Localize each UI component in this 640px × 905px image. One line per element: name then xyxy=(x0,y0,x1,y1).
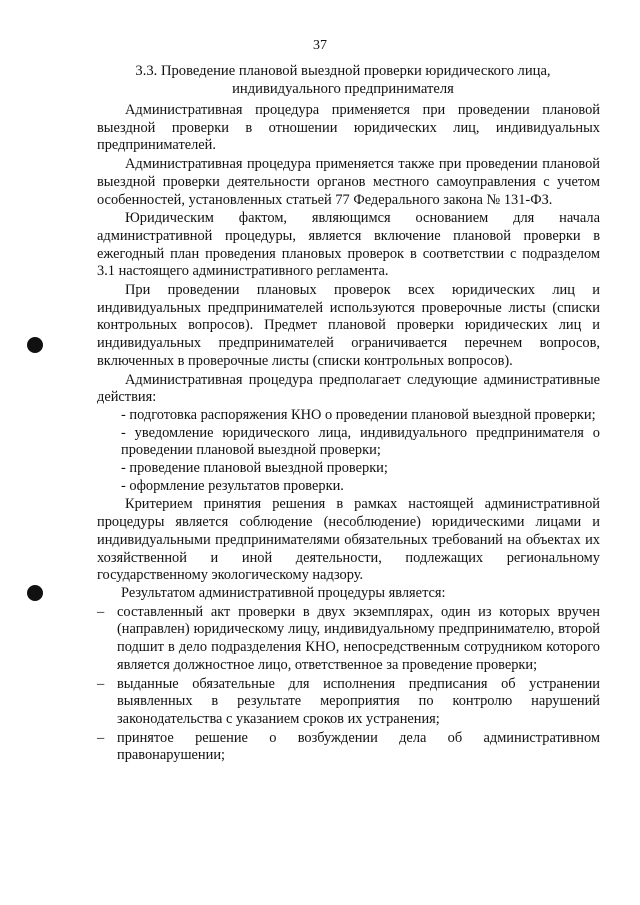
result-item-text: принятое решение о возбуждении дела об административном правонарушении; xyxy=(117,729,600,764)
page-number: 37 xyxy=(313,38,327,53)
results-list xyxy=(97,604,600,765)
result-item-marker: – xyxy=(97,729,105,746)
paragraph-actions-intro: Административная процедура предполагает следующие административные действия: xyxy=(97,371,600,406)
action-item: - проведение плановой выездной проверки; xyxy=(121,460,388,477)
result-item-text: выданные обязательные для исполнения предписания об устранении выявленных в результате мероприятия по контролю нарушений законодательства с указанием сроков их устранения; xyxy=(117,675,600,727)
result-item-marker: – xyxy=(97,675,105,692)
paragraph-legal-fact: Юридическим фактом, являющимся основанием для начала административной процедуры, является включение плановой проверки в ежегодный план проведения плановых проверок в соответствии с подразделом 3.1 настоящего административного регламента. xyxy=(97,210,600,280)
binder-hole-bottom xyxy=(27,585,43,601)
result-item-text: составленный акт проверки в двух экземплярах, один из которых вручен (направлен) юридическому лицу, индивидуальному предпринимателю, второй подшит в дело подразделения КНО, непосредственным сотрудником которого является должностное лицо, ответственное за проведение проверки; xyxy=(117,603,600,673)
result-item xyxy=(97,730,600,765)
result-item xyxy=(97,676,600,729)
binder-hole-top xyxy=(27,337,43,353)
paragraph-decision-criterion: Критерием принятия решения в рамках настоящей административной процедуры является соблюдение (несоблюдение) юридическими лицами и индивидуальными предпринимателями обязательных требований на объектах их хозяйственной и иной деятельности, подлежащих региональному государственному экологическому надзору. xyxy=(97,496,600,584)
action-item: - оформление результатов проверки. xyxy=(121,477,344,494)
actions-list xyxy=(97,407,600,496)
action-item: - уведомление юридического лица, индивидуального предпринимателя о проведении плановой выездной проверки; xyxy=(121,424,600,459)
section-heading-line-1: 3.3. Проведение плановой выездной проверки юридического лица, xyxy=(135,63,551,79)
section-heading xyxy=(118,62,568,98)
document-body xyxy=(97,102,600,765)
paragraph-checklists: При проведении плановых проверок всех юридических лиц и индивидуальных предпринимателей используются проверочные листы (списки контрольных вопросов). Предмет плановой проверки юридических лиц и индивидуальных предпринимателей ограничивается перечнем вопросов, включенных в проверочные листы (списки контрольных вопросов). xyxy=(97,282,600,369)
paragraph-scope: Административная процедура применяется при проведении плановой выездной проверки в отношении юридических лиц, индивидуальных предпринимателей. xyxy=(97,102,600,154)
section-heading-line-2: индивидуального предпринимателя xyxy=(232,81,454,97)
action-item: - подготовка распоряжения КНО о проведении плановой выездной проверки; xyxy=(121,406,596,423)
paragraph-local-government: Административная процедура применяется также при проведении плановой выездной проверки деятельности органов местного самоуправления с учетом особенностей, установленных статьей 77 Федерального закона № 131-ФЗ. xyxy=(97,156,600,208)
paragraph-result-intro: Результатом административной процедуры является: xyxy=(121,584,446,601)
result-item-marker: – xyxy=(97,603,105,620)
result-item xyxy=(97,604,600,675)
